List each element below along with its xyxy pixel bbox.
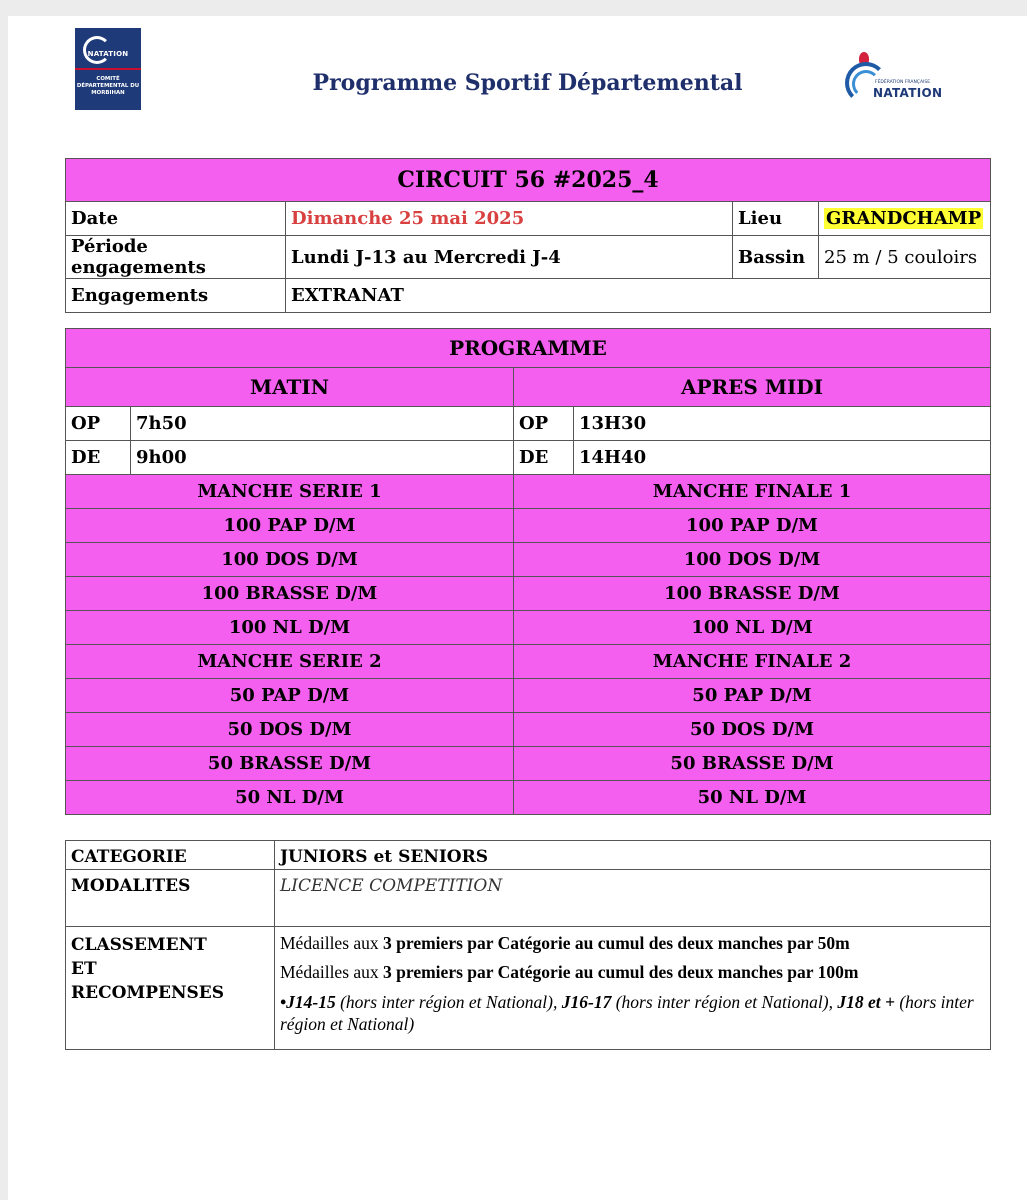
periode-label: Période engagements: [66, 236, 286, 279]
apres-midi-op-value: 13H30: [574, 407, 991, 441]
ffn-natation-logo: [845, 50, 955, 110]
apres-midi-event: 100 BRASSE D/M: [514, 577, 991, 611]
classement-label-line: CLASSEMENT: [71, 935, 207, 955]
apres-midi-title: APRES MIDI: [514, 368, 991, 407]
lieu-value: GRANDCHAMP: [826, 208, 982, 229]
medal-prefix: Médailles aux: [280, 933, 384, 953]
age-cat-note: (hors inter région et National),: [335, 992, 562, 1012]
bassin-value: 25 m / 5 couloirs: [819, 236, 991, 279]
matin-event: 50 PAP D/M: [66, 679, 514, 713]
modalites-label: MODALITES: [66, 870, 275, 927]
manche-finale-2: MANCHE FINALE 2: [514, 645, 991, 679]
matin-op-label: OP: [66, 407, 131, 441]
apres-midi-de-label: DE: [514, 441, 574, 475]
apres-midi-event: 100 DOS D/M: [514, 543, 991, 577]
programme-table: [65, 328, 991, 815]
event-title: CIRCUIT 56 #2025_4: [66, 159, 991, 202]
apres-midi-op-label: OP: [514, 407, 574, 441]
classement-label: [66, 927, 275, 1050]
categorie-value: JUNIORS et SENIORS: [275, 841, 991, 870]
apres-midi-event: 50 DOS D/M: [514, 713, 991, 747]
top-band: [0, 0, 1027, 16]
medal-rule-text: 3 premiers par Catégorie au cumul des deux manches par 100m: [383, 962, 859, 982]
medal-rule-50m: [280, 933, 985, 954]
matin-event: 50 DOS D/M: [66, 713, 514, 747]
apres-midi-event: 50 BRASSE D/M: [514, 747, 991, 781]
manche-serie-1: MANCHE SERIE 1: [66, 475, 514, 509]
matin-event: 100 DOS D/M: [66, 543, 514, 577]
age-cat-note: (hors inter région et National),: [611, 992, 838, 1012]
manche-finale-1: MANCHE FINALE 1: [514, 475, 991, 509]
apres-midi-event: 100 NL D/M: [514, 611, 991, 645]
periode-value: Lundi J-13 au Mercredi J-4: [286, 236, 733, 279]
left-logo-subtitle: COMITÉ DÉPARTEMENTAL DU MORBIHAN: [76, 76, 140, 96]
matin-event: 50 BRASSE D/M: [66, 747, 514, 781]
medal-rule-100m: [280, 962, 985, 983]
classement-label-line: ET: [71, 959, 97, 979]
lieu-label: Lieu: [733, 202, 819, 236]
bassin-label: Bassin: [733, 236, 819, 279]
matin-event: 100 NL D/M: [66, 611, 514, 645]
classement-label-line: RECOMPENSES: [71, 983, 225, 1003]
matin-event: 100 BRASSE D/M: [66, 577, 514, 611]
matin-de-value: 9h00: [131, 441, 514, 475]
age-cat-j18: J18 et +: [837, 992, 895, 1012]
date-value: Dimanche 25 mai 2025: [286, 202, 733, 236]
date-label: Date: [66, 202, 286, 236]
modalites-value: LICENCE COMPETITION: [275, 870, 991, 927]
right-logo-brand: NATATION: [873, 86, 943, 100]
event-info-table: [65, 158, 991, 313]
matin-event: 100 PAP D/M: [66, 509, 514, 543]
right-logo-federation: FÉDÉRATION FRANÇAISE: [875, 80, 931, 85]
medal-prefix: Médailles aux: [280, 962, 384, 982]
age-cat-note: (hors inter région et National): [280, 992, 974, 1034]
engagements-value: EXTRANAT: [286, 279, 991, 313]
left-logo-brand: NATATION: [87, 50, 129, 58]
age-cat-j16: J16-17: [561, 992, 612, 1012]
matin-title: MATIN: [66, 368, 514, 407]
matin-de-label: DE: [66, 441, 131, 475]
lieu-cell: [819, 202, 991, 236]
classement-value: [275, 927, 991, 1050]
engagements-label: Engagements: [66, 279, 286, 313]
age-cat-j14: •J14-15: [280, 992, 336, 1012]
age-categories: [280, 991, 985, 1035]
apres-midi-event: 50 PAP D/M: [514, 679, 991, 713]
comite-morbihan-logo: [75, 28, 141, 110]
manche-serie-2: MANCHE SERIE 2: [66, 645, 514, 679]
page-title: Programme Sportif Départemental: [312, 70, 743, 96]
apres-midi-event: 100 PAP D/M: [514, 509, 991, 543]
apres-midi-de-value: 14H40: [574, 441, 991, 475]
apres-midi-event: 50 NL D/M: [514, 781, 991, 815]
categorie-label: CATEGORIE: [66, 841, 275, 870]
details-table: [65, 840, 991, 1050]
medal-rule-text: 3 premiers par Catégorie au cumul des deux manches par 50m: [383, 933, 850, 953]
matin-event: 50 NL D/M: [66, 781, 514, 815]
matin-op-value: 7h50: [131, 407, 514, 441]
programme-title: PROGRAMME: [66, 329, 991, 368]
